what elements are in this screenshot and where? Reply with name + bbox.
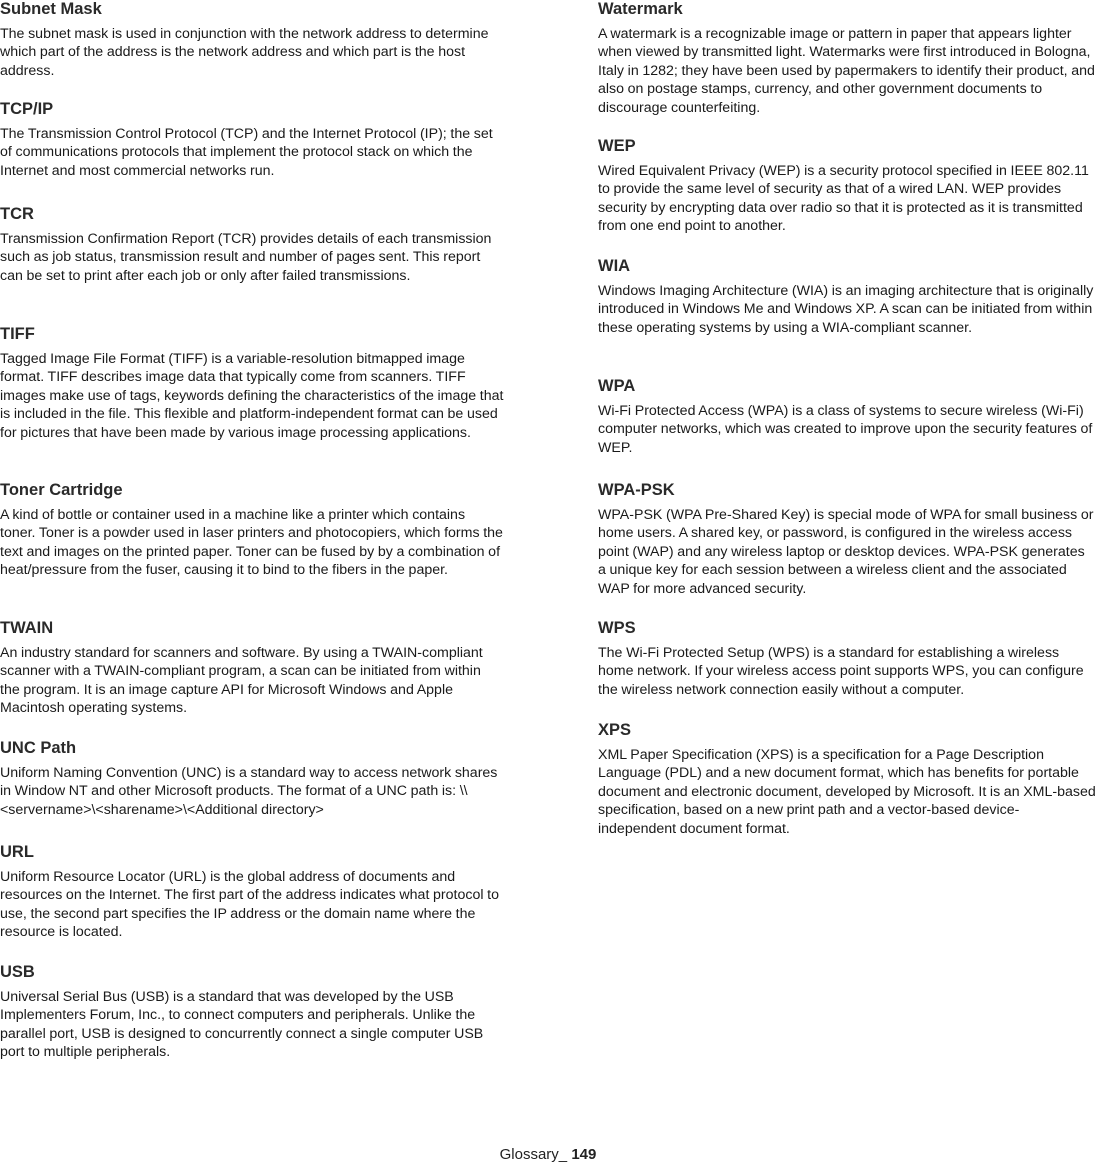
glossary-entry-toner-cartridge <box>0 481 504 580</box>
entry-term: WIA <box>598 257 631 275</box>
entry-definition: Wired Equivalent Privacy (WEP) is a security protocol specified in IEEE 802.11 to provide the same level of security as that of a wired LAN. WEP provides security by encrypting data over radio so that it is protected as it is transmitted from one end point to another. <box>598 163 1089 235</box>
entry-term: TCP/IP <box>0 100 54 118</box>
entry-definition: Uniform Naming Convention (UNC) is a standard way to access network shares in Window NT and other Microsoft products. The format of a UNC path is: \\<servername>\<sharename>\<Additional directory> <box>0 765 498 818</box>
entry-term: Toner Cartridge <box>0 481 123 499</box>
glossary-entry-wps <box>598 619 1096 699</box>
glossary-entry-tiff <box>0 325 504 442</box>
page-number: 149 <box>571 1146 597 1163</box>
entry-term: WPA-PSK <box>598 481 675 499</box>
entry-definition: Universal Serial Bus (USB) is a standard that was developed by the USB Implementers Forum, Inc., to connect computers and peripherals. Unlike the parallel port, USB is designed to concurrently connect a single computer USB port to multiple peripherals. <box>0 989 484 1061</box>
entry-definition: Wi-Fi Protected Access (WPA) is a class of systems to secure wireless (Wi-Fi) computer networks, which was created to improve upon the security features of WEP. <box>598 403 1093 456</box>
page-footer <box>0 1146 1096 1164</box>
entry-term: WEP <box>598 137 636 155</box>
entry-term: UNC Path <box>0 739 77 757</box>
entry-term: WPA <box>598 377 636 395</box>
entry-term: URL <box>0 843 34 861</box>
entry-term: USB <box>0 963 35 981</box>
entry-definition: XML Paper Specification (XPS) is a specification for a Page Description Language (PDL) and a new document format, which has benefits for portable document and electronic document, developed by Microsoft. It is an XML-based specification, based on a new print path and a vector-based device-independent document format. <box>598 747 1096 837</box>
entry-definition: A watermark is a recognizable image or pattern in paper that appears lighter when viewed by transmitted light. Watermarks were first introduced in Bologna, Italy in 1282; they have been used by papermakers to identify their product, and also on postage stamps, currency, and other government documents to discourage counterfeiting. <box>598 26 1095 116</box>
glossary-entry-xps <box>598 721 1096 838</box>
glossary-entry-watermark <box>598 0 1096 117</box>
footer-section-label: Glossary_ <box>499 1146 568 1163</box>
glossary-entry-tcp-ip <box>0 100 504 180</box>
entry-term: Watermark <box>598 0 683 18</box>
entry-term: WPS <box>598 619 636 637</box>
entry-definition: WPA-PSK (WPA Pre-Shared Key) is special mode of WPA for small business or home users. A shared key, or password, is configured in the wireless access point (WAP) and any wireless laptop or desktop devices. WPA-PSK generates a unique key for each session between a wireless client and the associated WAP for more advanced security. <box>598 507 1094 597</box>
entry-term: TCR <box>0 205 34 223</box>
glossary-entry-wpa-psk <box>598 481 1096 598</box>
entry-definition: An industry standard for scanners and software. By using a TWAIN-compliant scanner with a TWAIN-compliant program, a scan can be initiated from within the program. It is an image capture API for Microsoft Windows and Apple Macintosh operating systems. <box>0 645 483 717</box>
entry-term: XPS <box>598 721 632 739</box>
entry-definition: Transmission Confirmation Report (TCR) provides details of each transmission such as job status, transmission result and number of pages sent. This report can be set to print after each job or only after failed transmissions. <box>0 231 492 284</box>
glossary-entry-wep <box>598 137 1096 236</box>
glossary-entry-wpa <box>598 377 1096 457</box>
entry-term: TIFF <box>0 325 35 343</box>
entry-definition: A kind of bottle or container used in a machine like a printer which contains toner. Toner is a powder used in laser printers and photocopiers, which forms the text and images on the printed paper. Toner can be fused by by a combination of heat/pressure from the fuser, causing it to bind to the fibers in the paper. <box>0 507 503 579</box>
glossary-entry-usb <box>0 963 504 1062</box>
entry-term: Subnet Mask <box>0 0 102 18</box>
entry-definition: The subnet mask is used in conjunction with the network address to determine which part of the address is the network address and which part is the host address. <box>0 26 489 79</box>
entry-definition: Uniform Resource Locator (URL) is the global address of documents and resources on the Internet. The first part of the address indicates what protocol to use, the second part specifies the IP address or the domain name where the resource is located. <box>0 869 499 941</box>
entry-definition: Windows Imaging Architecture (WIA) is an imaging architecture that is originally introduced in Windows Me and Windows XP. A scan can be initiated from within these operating systems by using a WIA-compliant scanner. <box>598 283 1094 336</box>
entry-definition: The Transmission Control Protocol (TCP) and the Internet Protocol (IP); the set of communications protocols that implement the protocol stack on which the Internet and most commercial networks run. <box>0 126 493 179</box>
entry-definition: The Wi-Fi Protected Setup (WPS) is a standard for establishing a wireless home network. If your wireless access point supports WPS, you can configure the wireless network connection easily without a computer. <box>598 645 1084 698</box>
entry-definition: Tagged Image File Format (TIFF) is a variable-resolution bitmapped image format. TIFF describes image data that typically come from scanners. TIFF images make use of tags, keywords defining the characteristics of the image that is included in the file. This flexible and platform-independent format can be used for pictures that have been made by various image processing applications. <box>0 351 504 441</box>
glossary-entry-wia <box>598 257 1096 337</box>
glossary-entry-subnet-mask <box>0 0 504 80</box>
entry-term: TWAIN <box>0 619 54 637</box>
glossary-entry-unc-path <box>0 739 504 819</box>
glossary-entry-twain <box>0 619 504 718</box>
glossary-entry-url <box>0 843 504 942</box>
glossary-entry-tcr <box>0 205 504 285</box>
